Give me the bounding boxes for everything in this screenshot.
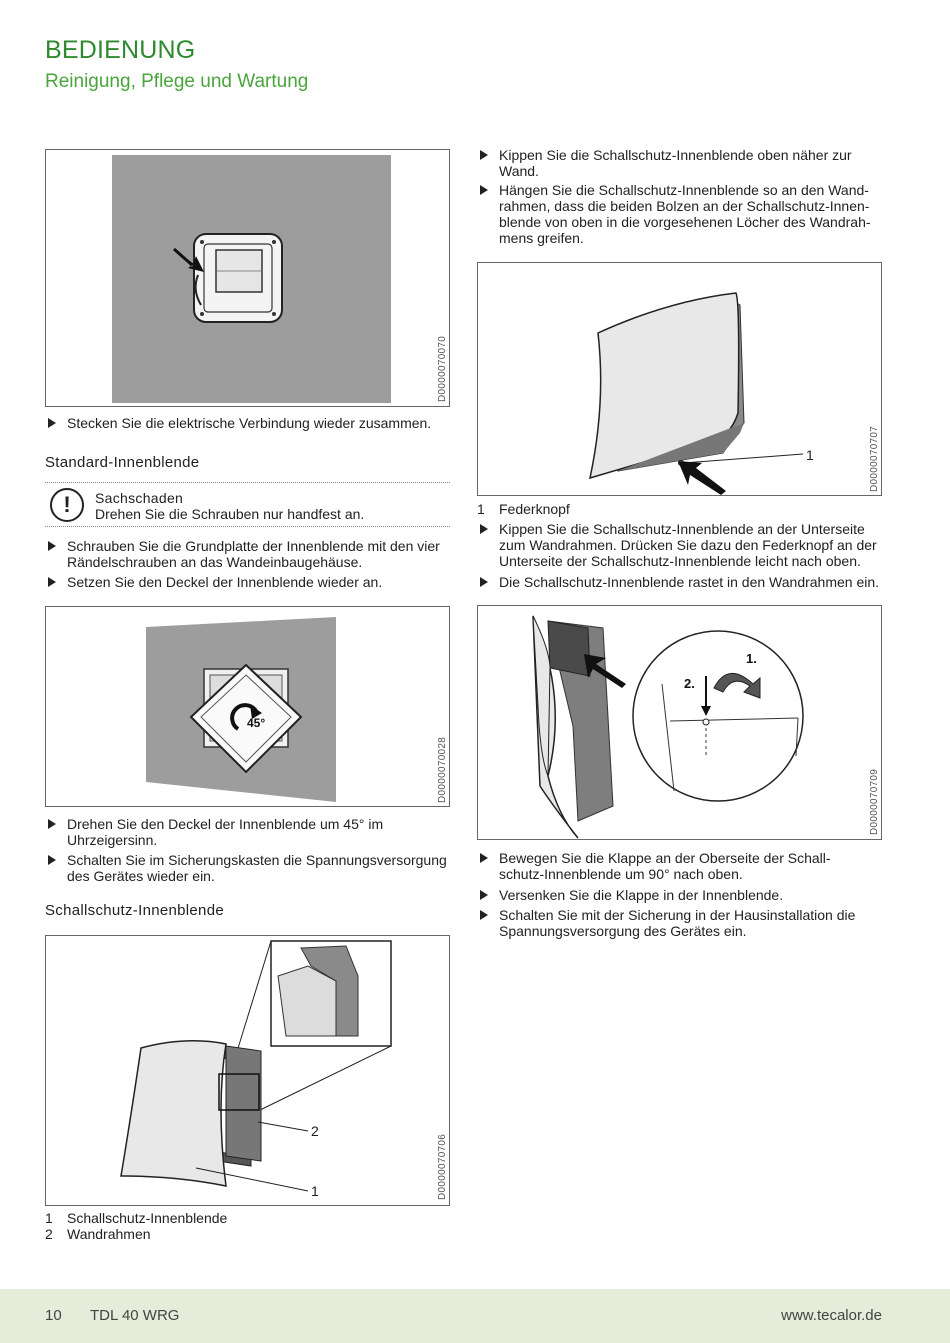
bullet-item: Schalten Sie mit der Sicherung in der Hausinstallation die Spannungsversorgung des Gerätes ein. <box>477 907 887 939</box>
bullet-item: Drehen Sie den Deckel der Innenblende um 45° im Uhrzeigersinn. <box>45 816 450 848</box>
figure-electrical-connection <box>45 149 450 407</box>
step-label: 1. <box>746 651 757 666</box>
figure-rotate-cover <box>45 606 450 807</box>
bullet-arrow-icon <box>48 577 56 587</box>
bullet-arrow-icon <box>48 855 56 865</box>
figure-code: D0000070709 <box>869 768 880 835</box>
bullet-arrow-icon <box>48 819 56 829</box>
bullet-arrow-icon <box>480 853 488 863</box>
bullet-item: Stecken Sie die elektrische Verbindung wieder zusammen. <box>45 415 450 431</box>
bullet-item: Hängen Sie die Schallschutz-Innenblende so an den Wand- rahmen, dass die beiden Bolzen an der Schallschutz-Innen- blende von oben in die vorgesehenen Löcher des Wandrah- mens greifen. <box>477 182 887 246</box>
figure-code: D0000070028 <box>437 736 448 803</box>
bullet-item: Bewegen Sie die Klappe an der Oberseite der Schall- schutz-Innenblende um 90° nach oben. <box>477 850 887 882</box>
page-subtitle: Reinigung, Pflege und Wartung <box>45 71 309 92</box>
callout-label: 2 <box>311 1123 319 1139</box>
section-heading: Standard-Innenblende <box>45 454 200 471</box>
page-title: BEDIENUNG <box>45 36 196 64</box>
product-name: TDL 40 WRG <box>90 1307 180 1324</box>
callout-label: 1 <box>311 1183 319 1199</box>
figure-code: D0000070706 <box>437 1133 448 1200</box>
bullet-item: Setzen Sie den Deckel der Innenblende wieder an. <box>45 574 450 590</box>
callout-label: 1 <box>806 447 814 463</box>
warning-box <box>45 482 450 527</box>
bullet-arrow-icon <box>480 890 488 900</box>
page-footer <box>0 1289 950 1343</box>
legend-item: 2 Wandrahmen <box>45 1226 151 1242</box>
legend-item: 1 Schallschutz-Innenblende <box>45 1210 228 1226</box>
page-number: 10 <box>45 1307 62 1324</box>
bullet-arrow-icon <box>480 524 488 534</box>
figure-code: D0000070707 <box>869 425 880 492</box>
rotation-angle-label: 45° <box>247 716 266 730</box>
figure-spring-button <box>477 262 882 496</box>
bullet-arrow-icon <box>480 150 488 160</box>
bullet-item: Kippen Sie die Schallschutz-Innenblende an der Unterseite zum Wandrahmen. Drücken Sie dazu den Federknopf an der Unterseite der Schallschutz-Innenblende leicht nach oben. <box>477 521 887 569</box>
figure-code: D0000070070 <box>437 335 448 402</box>
warning-text: Drehen Sie die Schrauben nur handfest an. <box>95 506 365 522</box>
bullet-arrow-icon <box>48 418 56 428</box>
warning-title: Sachschaden <box>95 490 184 506</box>
bullet-arrow-icon <box>480 577 488 587</box>
section-heading: Schallschutz-Innenblende <box>45 902 224 919</box>
bullet-item: Versenken Sie die Klappe in der Innenblende. <box>477 887 887 903</box>
bullet-arrow-icon <box>480 910 488 920</box>
bullet-arrow-icon <box>48 541 56 551</box>
bullet-item: Kippen Sie die Schallschutz-Innenblende oben näher zur Wand. <box>477 147 887 179</box>
exclamation-icon: ! <box>50 488 84 522</box>
legend-item: 1 Federknopf <box>477 501 570 517</box>
bullet-arrow-icon <box>480 185 488 195</box>
bullet-item: Schalten Sie im Sicherungskasten die Spannungsversorgung des Gerätes wieder ein. <box>45 852 450 884</box>
step-label: 2. <box>684 676 695 691</box>
figure-flap-movement <box>477 605 882 840</box>
bullet-item: Die Schallschutz-Innenblende rastet in den Wandrahmen ein. <box>477 574 887 590</box>
bullet-item: Schrauben Sie die Grundplatte der Innenblende mit den vier Rändelschrauben an das Wandeinbaugehäuse. <box>45 538 450 570</box>
figure-sound-cover-parts <box>45 935 450 1206</box>
website-link[interactable]: www.tecalor.de <box>781 1307 882 1324</box>
